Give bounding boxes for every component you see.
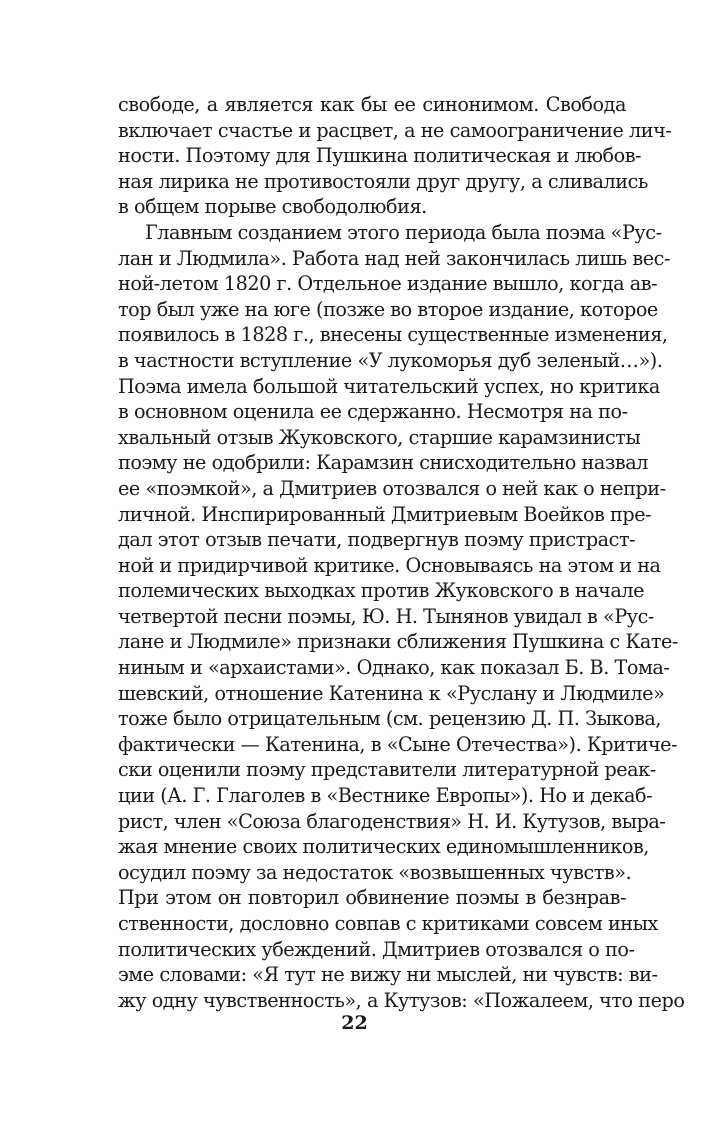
text-line: фактически — Катенина, в «Сыне Отечества»). Критиче- — [118, 732, 678, 756]
text-line: в основном оценила ее сдержанно. Несмотря на по- — [118, 400, 628, 424]
text-line: осудил поэму за недостаток «возвышенных чувств». — [118, 860, 632, 884]
page-number: 22 — [341, 1012, 368, 1034]
text-line: тоже было отрицательным (см. рецензию Д. П. Зыкова, — [118, 707, 662, 731]
text-line: ной и придирчивой критике. Основываясь на этом и на — [118, 553, 661, 577]
text-line: хвальный отзыв Жуковского, старшие карамзинисты — [118, 425, 641, 449]
text-line: в частности вступление «У лукоморья дуб зеленый…»). — [118, 348, 663, 372]
text-line: полемических выходках против Жуковского в начале — [118, 579, 645, 603]
text-line: появилось в 1828 г., внесены существенные изменения, — [118, 323, 668, 347]
text-line: ции (А. Г. Глаголев в «Вестнике Европы»). Но и декаб- — [118, 784, 653, 808]
text-line: ниным и «архаистами». Однако, как показал Б. В. Тома- — [118, 656, 670, 680]
text-line: жая мнение своих политических единомышленников, — [118, 835, 649, 859]
text-line: ски оценили поэму представители литературной реак- — [118, 758, 656, 782]
text-line: политических убеждений. Дмитриев отозвался о по- — [118, 937, 635, 961]
text-line: свободе, а является как бы ее синонимом. Свобода — [118, 93, 626, 116]
text-line: ее «поэмкой», а Дмитриев отозвался о ней как о непри- — [118, 476, 666, 500]
text-line: Поэма имела большой читательский успех, но критика — [118, 374, 660, 398]
text-line: лане и Людмиле» признаки сближения Пушкина с Кате- — [118, 630, 678, 654]
text-line: лан и Людмила». Работа над ней закончилась лишь вес- — [118, 246, 670, 270]
text-line: в общем порыве свободолюбия. — [118, 195, 427, 219]
text-line: ности. Поэтому для Пушкина политическая и любов- — [118, 144, 642, 168]
body-text — [118, 92, 685, 1013]
text-line: При этом он повторил обвинение поэмы в безнрав- — [118, 886, 626, 910]
text-line: включает счастье и расцвет, а не самоограничение лич- — [118, 118, 672, 142]
text-line: дал этот отзыв печати, подвергнув поэму пристраст- — [118, 528, 636, 552]
text-line: ственности, дословно совпав с критиками совсем иных — [118, 912, 658, 935]
text-line: ная лирика не противостояли друг другу, а сливались — [118, 169, 648, 193]
text-line: шевский, отношение Катенина к «Руслану и Людмиле» — [118, 681, 665, 705]
text-line: рист, член «Союза благоденствия» Н. И. Кутузов, выра- — [118, 809, 666, 833]
text-line: Главным созданием этого периода была поэма «Рус- — [145, 220, 662, 244]
text-line: тор был уже на юге (позже во второе издание, которое — [118, 297, 658, 321]
text-line: эме словами: «Я тут не вижу ни мыслей, ни чувств: ви- — [118, 963, 658, 987]
text-line: личной. Инспирированный Дмитриевым Воейков пре- — [118, 502, 652, 526]
text-line: поэму не одобрили: Карамзин снисходительно назвал — [118, 451, 648, 475]
text-line: ной-летом 1820 г. Отдельное издание вышло, когда ав- — [118, 272, 658, 296]
text-line: жу одну чувственность», а Кутузов: «Пожалеем, что перо — [118, 988, 685, 1012]
text-line: четвертой песни поэмы, Ю. Н. Тынянов увидал в «Рус- — [118, 604, 654, 628]
